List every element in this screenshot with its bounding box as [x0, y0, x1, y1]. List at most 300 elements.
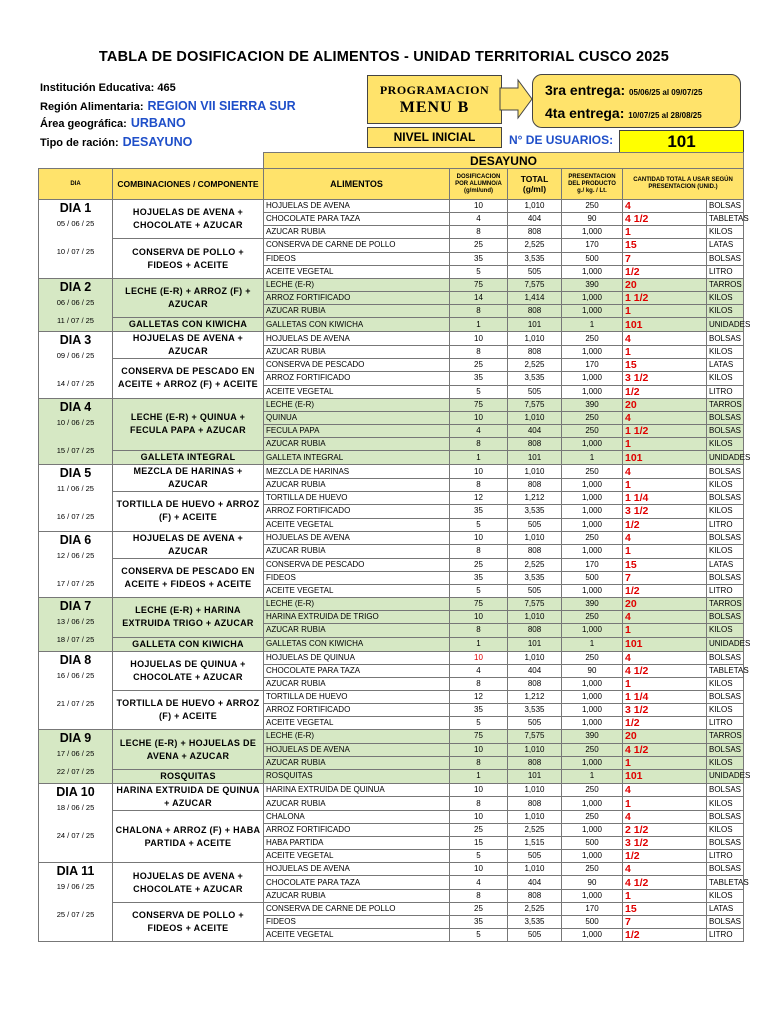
dose-value: 14 [450, 291, 508, 304]
unit-value: TARROS [707, 730, 744, 743]
day-name: DIA 8 [59, 652, 92, 667]
unit-value: TARROS [707, 398, 744, 411]
unit-value: LITRO [707, 850, 744, 863]
unit-value: BOLSAS [707, 424, 744, 437]
day-name: DIA 9 [59, 731, 92, 746]
presentation-value: 1,000 [562, 385, 623, 398]
table-row [39, 730, 744, 743]
dose-value: 35 [450, 571, 508, 584]
food-name: ACEITE VEGETAL [264, 584, 450, 597]
unit-value: UNIDADES [707, 637, 744, 651]
unit-value: UNIDADES [707, 451, 744, 465]
food-name: LECHE (E-R) [264, 398, 450, 411]
quantity-value: 4 1/2 [623, 876, 707, 889]
table-row [39, 278, 744, 291]
presentation-value: 250 [562, 465, 623, 479]
food-name: CHOCOLATE PARA TAZA [264, 876, 450, 889]
presentation-value: 1,000 [562, 478, 623, 492]
unit-value: KILOS [707, 345, 744, 359]
combination-cell: LECHE (E-R) + HOJUELAS DE AVENA + AZUCAR [113, 730, 264, 769]
presentation-value: 170 [562, 902, 623, 915]
dose-value: 10 [450, 783, 508, 797]
total-value: 2,525 [508, 902, 562, 915]
day-name: DIA 6 [59, 532, 92, 547]
unit-value: TABLETAS [707, 664, 744, 677]
combination-cell: GALLETA CON KIWICHA [113, 637, 264, 651]
dose-value: 10 [450, 651, 508, 664]
food-name: AZUCAR RUBIA [264, 478, 450, 492]
day-date: 15 / 07 / 25 [56, 445, 95, 455]
combination-cell: LECHE (E-R) + HARINA EXTRUIDA TRIGO + AZUCAR [113, 598, 264, 637]
dose-value: 5 [450, 518, 508, 531]
day-date: 14 / 07 / 25 [56, 379, 95, 389]
food-name: HOJUELAS DE AVENA [264, 743, 450, 756]
day-cell [39, 200, 113, 279]
total-value: 1,010 [508, 332, 562, 346]
food-name: HARINA EXTRUIDA DE QUINUA [264, 783, 450, 797]
total-value: 101 [508, 637, 562, 651]
quantity-value: 1 [623, 305, 707, 318]
presentation-value: 1,000 [562, 797, 623, 811]
unit-value: BOLSAS [707, 810, 744, 823]
dose-value: 12 [450, 492, 508, 505]
presentation-value: 1,000 [562, 438, 623, 451]
presentation-value: 500 [562, 571, 623, 584]
menu-label: MENU B [399, 99, 470, 116]
unit-value: BOLSAS [707, 252, 744, 265]
table-row [39, 902, 744, 915]
dose-value: 35 [450, 252, 508, 265]
dose-value: 10 [450, 531, 508, 545]
presentation-value: 170 [562, 239, 623, 252]
total-value: 505 [508, 929, 562, 942]
presentation-value: 250 [562, 863, 623, 876]
day-date: 22 / 07 / 25 [56, 767, 95, 777]
day-cell [39, 278, 113, 331]
dose-value: 5 [450, 265, 508, 278]
presentation-value: 250 [562, 531, 623, 545]
presentation-value: 250 [562, 743, 623, 756]
quantity-value: 101 [623, 318, 707, 332]
food-name: AZUCAR RUBIA [264, 756, 450, 769]
quantity-value: 1 [623, 677, 707, 690]
dose-value: 35 [450, 915, 508, 928]
quantity-value: 1 [623, 797, 707, 811]
dose-value: 8 [450, 438, 508, 451]
food-name: ARROZ FORTIFICADO [264, 823, 450, 836]
total-value: 808 [508, 797, 562, 811]
presentation-value: 1,000 [562, 690, 623, 703]
unit-value: KILOS [707, 797, 744, 811]
quantity-value: 1 [623, 889, 707, 902]
unit-value: TABLETAS [707, 213, 744, 226]
table-row [39, 863, 744, 876]
table-row [39, 318, 744, 332]
day-name: DIA 7 [59, 599, 92, 614]
combination-cell: ROSQUITAS [113, 769, 264, 783]
food-name: GALLETAS CON KIWICHA [264, 637, 450, 651]
presentation-value: 1 [562, 769, 623, 783]
quantity-value: 3 1/2 [623, 837, 707, 850]
table-row [39, 651, 744, 664]
food-name: HOJUELAS DE AVENA [264, 332, 450, 346]
day-cell [39, 863, 113, 942]
unit-value: KILOS [707, 372, 744, 385]
usuarios-count: 101 [619, 130, 744, 153]
presentation-value: 1,000 [562, 291, 623, 304]
dose-value: 15 [450, 837, 508, 850]
day-name: DIA 1 [59, 201, 92, 215]
total-value: 2,525 [508, 239, 562, 252]
presentation-value: 500 [562, 837, 623, 850]
food-name: FIDEOS [264, 915, 450, 928]
day-date: 24 / 07 / 25 [56, 830, 95, 840]
quantity-value: 20 [623, 398, 707, 411]
food-name: QUINUA [264, 411, 450, 424]
unit-value: BOLSAS [707, 411, 744, 424]
dose-value: 25 [450, 823, 508, 836]
total-value: 808 [508, 624, 562, 637]
food-name: MEZCLA DE HARINAS [264, 465, 450, 479]
unit-value: KILOS [707, 305, 744, 318]
unit-value: TARROS [707, 598, 744, 611]
quantity-value: 3 1/2 [623, 704, 707, 717]
quantity-value: 1 1/2 [623, 291, 707, 304]
unit-value: BOLSAS [707, 690, 744, 703]
quantity-value: 20 [623, 730, 707, 743]
presentation-value: 170 [562, 558, 623, 571]
unit-value: TARROS [707, 278, 744, 291]
food-name: CONSERVA DE CARNE DE POLLO [264, 239, 450, 252]
presentation-value: 1,000 [562, 345, 623, 359]
quantity-value: 1/2 [623, 385, 707, 398]
quantity-value: 15 [623, 902, 707, 915]
food-name: CONSERVA DE PESCADO [264, 359, 450, 372]
dose-value: 35 [450, 704, 508, 717]
dose-value: 1 [450, 318, 508, 332]
food-name: AZUCAR RUBIA [264, 438, 450, 451]
unit-value: BOLSAS [707, 915, 744, 928]
unit-value: BOLSAS [707, 571, 744, 584]
day-date: 17 / 06 / 25 [56, 749, 95, 759]
total-value: 7,575 [508, 598, 562, 611]
presentation-value: 1 [562, 637, 623, 651]
unit-value: KILOS [707, 889, 744, 902]
day-date: 17 / 07 / 25 [56, 578, 95, 588]
combination-cell: CONSERVA DE PESCADO EN ACEITE + FIDEOS + ACEITE [113, 558, 264, 597]
total-value: 3,535 [508, 252, 562, 265]
programacion-box [367, 75, 502, 124]
arrow-right-icon [500, 80, 534, 118]
quantity-value: 1 [623, 756, 707, 769]
dose-value: 5 [450, 717, 508, 730]
total-value: 3,535 [508, 704, 562, 717]
table-row [39, 810, 744, 823]
presentation-value: 1,000 [562, 823, 623, 836]
total-value: 808 [508, 478, 562, 492]
day-date: 11 / 07 / 25 [57, 315, 94, 325]
presentation-value: 250 [562, 810, 623, 823]
quantity-value: 7 [623, 915, 707, 928]
unit-value: BOLSAS [707, 863, 744, 876]
dose-value: 25 [450, 902, 508, 915]
food-name: CONSERVA DE PESCADO [264, 558, 450, 571]
food-name: HOJUELAS DE AVENA [264, 200, 450, 213]
quantity-value: 4 [623, 863, 707, 876]
day-date: 06 / 06 / 25 [56, 297, 95, 307]
food-name: AZUCAR RUBIA [264, 345, 450, 359]
day-date: 18 / 06 / 25 [56, 802, 95, 812]
quantity-value: 101 [623, 769, 707, 783]
total-value: 1,010 [508, 651, 562, 664]
unit-value: KILOS [707, 823, 744, 836]
food-name: CHOCOLATE PARA TAZA [264, 664, 450, 677]
quantity-value: 1/2 [623, 850, 707, 863]
presentation-value: 90 [562, 664, 623, 677]
food-name: HOJUELAS DE AVENA [264, 863, 450, 876]
total-value: 404 [508, 664, 562, 677]
quantity-value: 1 [623, 545, 707, 559]
dose-value: 10 [450, 411, 508, 424]
dose-value: 5 [450, 584, 508, 597]
presentation-value: 390 [562, 398, 623, 411]
quantity-value: 4 [623, 611, 707, 624]
food-name: AZUCAR RUBIA [264, 545, 450, 559]
food-name: LECHE (E-R) [264, 730, 450, 743]
combination-cell: LECHE (E-R) + ARROZ (F) + AZUCAR [113, 278, 264, 317]
presentation-value: 390 [562, 278, 623, 291]
quantity-value: 1/2 [623, 717, 707, 730]
day-date: 25 / 07 / 25 [56, 910, 95, 920]
presentation-value: 500 [562, 252, 623, 265]
header-cantidad: CANTIDAD TOTAL A USAR SEGÚN PRESENTACION (UNID.) [623, 169, 744, 200]
day-name: DIA 5 [59, 466, 92, 481]
food-name: AZUCAR RUBIA [264, 889, 450, 902]
unit-value: LATAS [707, 239, 744, 252]
unit-value: KILOS [707, 704, 744, 717]
day-date: 21 / 07 / 25 [56, 698, 95, 708]
dose-value: 8 [450, 889, 508, 902]
total-value: 1,010 [508, 810, 562, 823]
total-value: 404 [508, 213, 562, 226]
presentation-value: 1,000 [562, 226, 623, 239]
quantity-value: 1/2 [623, 518, 707, 531]
unit-value: LITRO [707, 929, 744, 942]
day-name: DIA 10 [56, 784, 95, 799]
unit-value: KILOS [707, 291, 744, 304]
total-value: 101 [508, 318, 562, 332]
presentation-value: 500 [562, 915, 623, 928]
day-date: 09 / 06 / 25 [56, 351, 95, 361]
day-date: 16 / 07 / 25 [56, 512, 95, 522]
total-value: 1,414 [508, 291, 562, 304]
combination-cell: TORTILLA DE HUEVO + ARROZ (F) + ACEITE [113, 492, 264, 531]
table-row [39, 398, 744, 411]
total-value: 2,525 [508, 823, 562, 836]
dose-value: 10 [450, 332, 508, 346]
dose-value: 8 [450, 345, 508, 359]
quantity-value: 1 1/4 [623, 492, 707, 505]
table-row [39, 239, 744, 252]
dose-value: 4 [450, 664, 508, 677]
table-row [39, 783, 744, 797]
total-value: 1,010 [508, 531, 562, 545]
food-name: ACEITE VEGETAL [264, 265, 450, 278]
total-value: 808 [508, 677, 562, 690]
dose-value: 35 [450, 372, 508, 385]
presentation-value: 1,000 [562, 492, 623, 505]
presentation-value: 1 [562, 451, 623, 465]
combination-cell: CONSERVA DE PESCADO EN ACEITE + ARROZ (F) + ACEITE [113, 359, 264, 398]
food-name: GALLETA INTEGRAL [264, 451, 450, 465]
presentation-value: 250 [562, 424, 623, 437]
dose-value: 10 [450, 200, 508, 213]
total-value: 1,010 [508, 783, 562, 797]
day-name: DIA 11 [56, 864, 95, 879]
dose-value: 75 [450, 278, 508, 291]
table-row [39, 200, 744, 213]
quantity-value: 7 [623, 252, 707, 265]
combination-cell: MEZCLA DE HARINAS + AZUCAR [113, 465, 264, 492]
food-name: CONSERVA DE CARNE DE POLLO [264, 902, 450, 915]
food-name: CHOCOLATE PARA TAZA [264, 213, 450, 226]
presentation-value: 1,000 [562, 584, 623, 597]
presentation-value: 390 [562, 730, 623, 743]
presentation-value: 1,000 [562, 505, 623, 518]
dose-value: 75 [450, 398, 508, 411]
table-row [39, 332, 744, 346]
table-row [39, 690, 744, 703]
presentation-value: 1,000 [562, 889, 623, 902]
table-row [39, 359, 744, 372]
dose-value: 10 [450, 743, 508, 756]
dose-value: 8 [450, 478, 508, 492]
food-name: GALLETAS CON KIWICHA [264, 318, 450, 332]
quantity-value: 101 [623, 637, 707, 651]
dose-value: 10 [450, 863, 508, 876]
day-date: 16 / 06 / 25 [56, 670, 95, 680]
total-value: 505 [508, 385, 562, 398]
food-name: AZUCAR RUBIA [264, 226, 450, 239]
food-name: ROSQUITAS [264, 769, 450, 783]
dose-value: 1 [450, 451, 508, 465]
food-name: FIDEOS [264, 252, 450, 265]
header-dia: DIA [39, 169, 113, 200]
day-date: 11 / 06 / 25 [57, 484, 94, 494]
table-row [39, 451, 744, 465]
day-cell [39, 651, 113, 730]
dose-value: 4 [450, 876, 508, 889]
dosificacion-table [38, 152, 751, 942]
entrega-3: 3ra entrega: 05/06/25 al 09/07/25 [545, 82, 703, 98]
food-name: AZUCAR RUBIA [264, 677, 450, 690]
food-name: ARROZ FORTIFICADO [264, 372, 450, 385]
food-name: HABA PARTIDA [264, 837, 450, 850]
unit-value: BOLSAS [707, 651, 744, 664]
presentation-value: 1,000 [562, 929, 623, 942]
total-value: 1,515 [508, 837, 562, 850]
food-name: TORTILLA DE HUEVO [264, 690, 450, 703]
total-value: 808 [508, 438, 562, 451]
dose-value: 10 [450, 465, 508, 479]
combination-cell: HOJUELAS DE AVENA + CHOCOLATE + AZUCAR [113, 200, 264, 239]
presentation-value: 250 [562, 332, 623, 346]
food-name: HOJUELAS DE QUINUA [264, 651, 450, 664]
dose-value: 10 [450, 611, 508, 624]
programacion-label: PROGRAMACION [379, 83, 490, 97]
quantity-value: 1 1/4 [623, 690, 707, 703]
combination-cell: GALLETAS CON KIWICHA [113, 318, 264, 332]
unit-value: UNIDADES [707, 318, 744, 332]
total-value: 7,575 [508, 730, 562, 743]
presentation-value: 250 [562, 783, 623, 797]
dose-value: 8 [450, 305, 508, 318]
quantity-value: 1 [623, 438, 707, 451]
total-value: 1,010 [508, 611, 562, 624]
day-cell [39, 783, 113, 863]
combination-cell: CONSERVA DE POLLO + FIDEOS + ACEITE [113, 239, 264, 278]
presentation-value: 90 [562, 876, 623, 889]
info-region: Región Alimentaria: REGION VII SIERRA SUR [40, 99, 296, 113]
presentation-value: 250 [562, 651, 623, 664]
table-row [39, 465, 744, 479]
day-cell [39, 598, 113, 651]
presentation-value: 1,000 [562, 518, 623, 531]
table-row [39, 492, 744, 505]
total-value: 1,212 [508, 492, 562, 505]
total-value: 1,010 [508, 743, 562, 756]
table-title: DESAYUNO [264, 153, 744, 169]
unit-value: BOLSAS [707, 332, 744, 346]
total-value: 1,010 [508, 465, 562, 479]
food-name: ARROZ FORTIFICADO [264, 704, 450, 717]
dose-value: 4 [450, 424, 508, 437]
food-name: ARROZ FORTIFICADO [264, 291, 450, 304]
total-value: 1,212 [508, 690, 562, 703]
document-title: TABLA DE DOSIFICACION DE ALIMENTOS - UNIDAD TERRITORIAL CUSCO 2025 [98, 49, 670, 65]
food-name: ARROZ FORTIFICADO [264, 505, 450, 518]
unit-value: BOLSAS [707, 531, 744, 545]
presentation-value: 1 [562, 318, 623, 332]
dose-value: 5 [450, 850, 508, 863]
food-name: ACEITE VEGETAL [264, 385, 450, 398]
total-value: 808 [508, 889, 562, 902]
unit-value: KILOS [707, 438, 744, 451]
quantity-value: 4 1/2 [623, 213, 707, 226]
dose-value: 1 [450, 637, 508, 651]
unit-value: LATAS [707, 359, 744, 372]
total-value: 505 [508, 518, 562, 531]
total-value: 404 [508, 876, 562, 889]
unit-value: LITRO [707, 717, 744, 730]
unit-value: KILOS [707, 545, 744, 559]
quantity-value: 1 [623, 624, 707, 637]
quantity-value: 20 [623, 598, 707, 611]
food-name: LECHE (E-R) [264, 278, 450, 291]
quantity-value: 4 [623, 531, 707, 545]
unit-value: KILOS [707, 624, 744, 637]
presentation-value: 250 [562, 611, 623, 624]
total-value: 808 [508, 226, 562, 239]
quantity-value: 4 1/2 [623, 664, 707, 677]
header-presentacion: PRESENTACION DEL PRODUCTO g./ kg. / Lt. [562, 169, 623, 200]
food-name: CHALONA [264, 810, 450, 823]
food-name: LECHE (E-R) [264, 598, 450, 611]
dose-value: 8 [450, 677, 508, 690]
quantity-value: 1/2 [623, 584, 707, 597]
dose-value: 8 [450, 797, 508, 811]
presentation-value: 1,000 [562, 677, 623, 690]
